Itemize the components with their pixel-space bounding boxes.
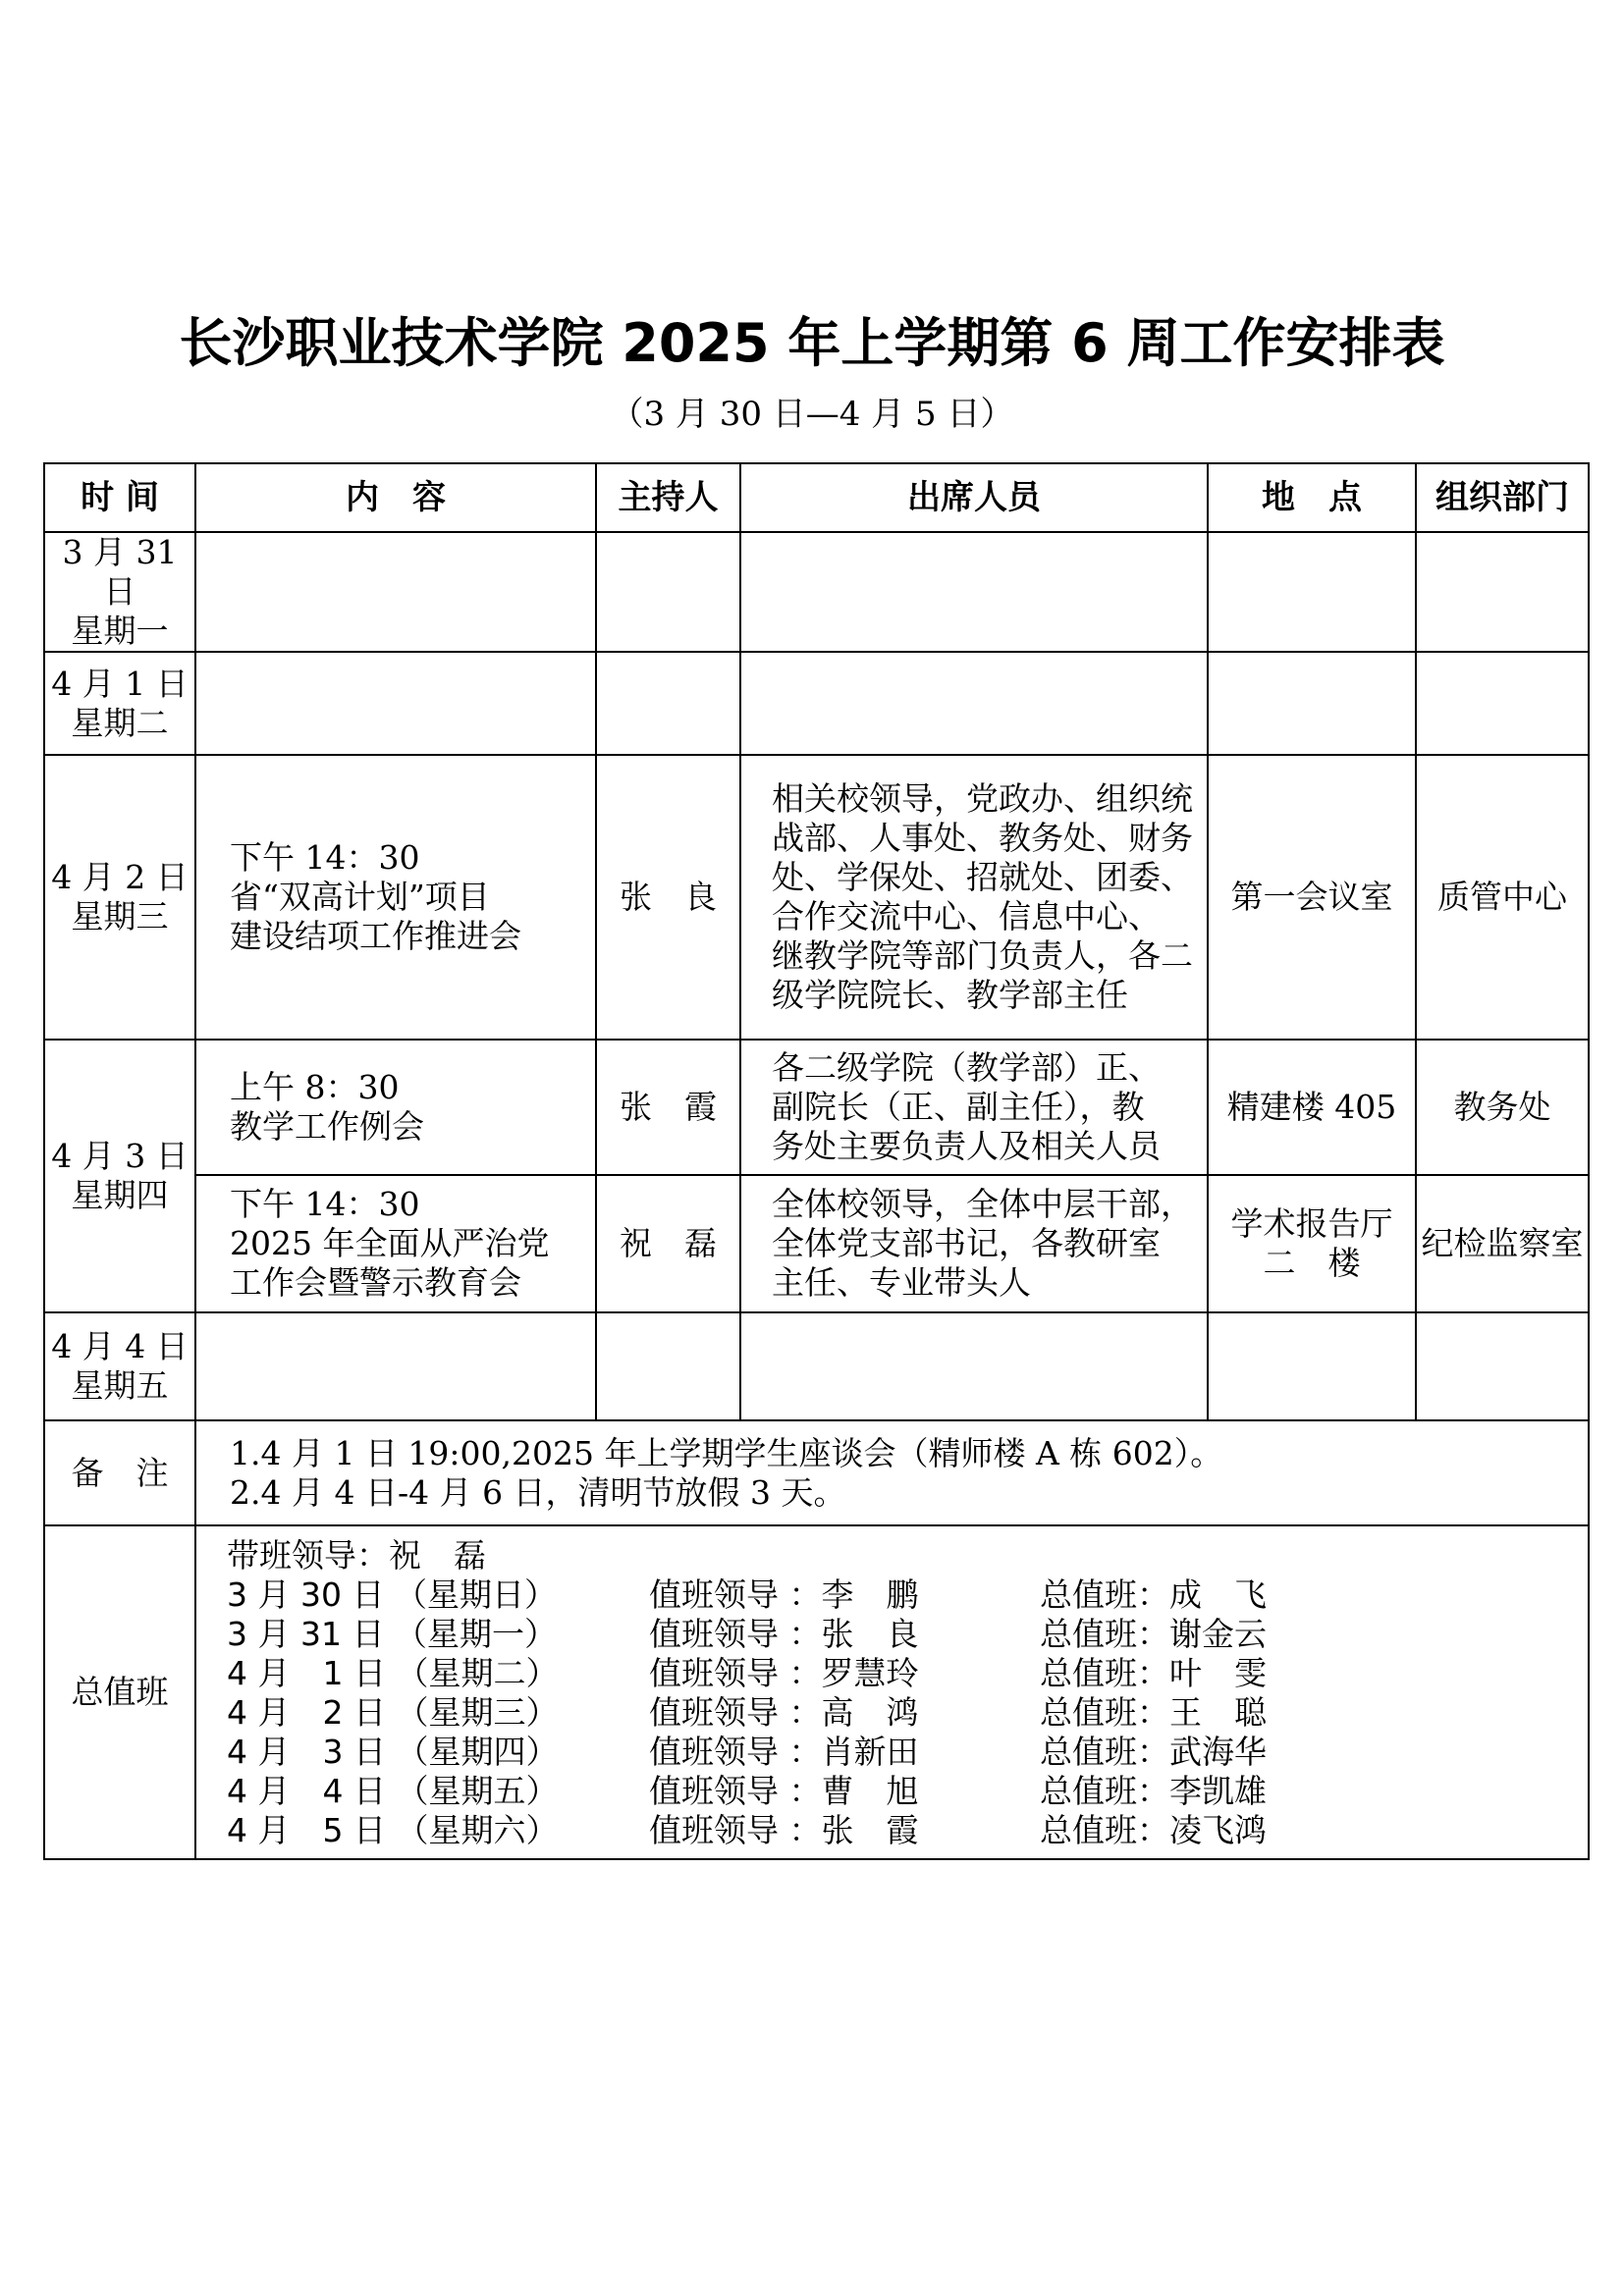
duty-row — [44, 1525, 1589, 1859]
table-row — [44, 1312, 1589, 1420]
content-cell: 下午 14：30 2025 年全面从严治党 工作会暨警示教育会 — [195, 1175, 596, 1312]
duty-schedule — [195, 1525, 1589, 1859]
header-time: 时 间 — [44, 463, 195, 532]
duty-label: 总值班 — [44, 1525, 195, 1859]
host-cell: 张 良 — [596, 755, 740, 1040]
duty-entry: 4 月 3 日 （星期四） 值班领导 ：肖新田 总值班：武海华 — [227, 1733, 1267, 1771]
schedule-table — [43, 462, 1590, 1860]
date-range: （3 月 30 日—4 月 5 日） — [610, 395, 1014, 434]
header-dept: 组织部门 — [1416, 463, 1589, 532]
host-cell: 张 霞 — [596, 1040, 740, 1175]
table-row — [44, 1040, 1589, 1175]
location-cell: 精建楼 405 — [1208, 1040, 1416, 1175]
header-content: 内 容 — [195, 463, 596, 532]
header-location: 地 点 — [1208, 463, 1416, 532]
remarks-row — [44, 1420, 1589, 1525]
content-cell: 上午 8：30 教学工作例会 — [195, 1040, 596, 1175]
duty-leader: 带班领导：祝 磊 — [227, 1536, 486, 1575]
date-cell: 4 月 2 日 星期三 — [44, 755, 195, 1040]
remarks-label: 备 注 — [44, 1420, 195, 1525]
location-cell: 学术报告厅 二 楼 — [1208, 1175, 1416, 1312]
remarks-content: 1.4 月 1 日 19:00,2025 年上学期学生座谈会（精师楼 A 栋 602）。 2.4 月 4 日-4 月 6 日，清明节放假 3 天。 — [195, 1420, 1589, 1525]
duty-entry: 4 月 4 日 （星期五） 值班领导 ：曹 旭 总值班：李凯雄 — [227, 1772, 1267, 1810]
duty-entry: 4 月 5 日 （星期六） 值班领导 ：张 霞 总值班：凌飞鸿 — [227, 1811, 1267, 1849]
date-cell: 4 月 4 日 星期五 — [44, 1312, 195, 1420]
table-row — [44, 755, 1589, 1040]
dept-cell: 纪检监察室 — [1416, 1175, 1589, 1312]
dept-cell: 教务处 — [1416, 1040, 1589, 1175]
attendees-cell: 全体校领导，全体中层干部， 全体党支部书记，各教研室 主任、专业带头人 — [740, 1175, 1208, 1312]
duty-entry: 4 月 1 日 （星期二） 值班领导 ：罗慧玲 总值班：叶 雯 — [227, 1654, 1267, 1692]
header-host: 主持人 — [596, 463, 740, 532]
attendees-cell: 相关校领导，党政办、组织统 战部、人事处、教务处、财务 处、学保处、招就处、团委、 合作交流中心、信息中心、 继教学院等部门负责人，各二 级学院院长、教学部主任 — [740, 755, 1208, 1040]
header-attendees: 出席人员 — [740, 463, 1208, 532]
header-row — [44, 463, 1589, 532]
table-row — [44, 1175, 1589, 1312]
date-cell: 4 月 3 日 星期四 — [44, 1040, 195, 1312]
duty-entry: 4 月 2 日 （星期三） 值班领导 ：高 鸿 总值班：王 聪 — [227, 1693, 1267, 1732]
duty-entry: 3 月 31 日 （星期一） 值班领导 ：张 良 总值班：谢金云 — [227, 1615, 1267, 1653]
content-cell: 下午 14：30 省“双高计划”项目 建设结项工作推进会 — [195, 755, 596, 1040]
date-cell: 3 月 31 日 星期一 — [44, 532, 195, 652]
location-cell: 第一会议室 — [1208, 755, 1416, 1040]
table-row — [44, 532, 1589, 652]
attendees-cell: 各二级学院（教学部）正、 副院长（正、副主任），教 务处主要负责人及相关人员 — [740, 1040, 1208, 1175]
duty-entry: 3 月 30 日 （星期日） 值班领导 ：李 鹏 总值班：成 飞 — [227, 1575, 1267, 1614]
date-cell: 4 月 1 日 星期二 — [44, 652, 195, 755]
table-row — [44, 652, 1589, 755]
host-cell: 祝 磊 — [596, 1175, 740, 1312]
dept-cell: 质管中心 — [1416, 755, 1589, 1040]
page-title: 长沙职业技术学院 2025 年上学期第 6 周工作安排表 — [179, 312, 1445, 374]
